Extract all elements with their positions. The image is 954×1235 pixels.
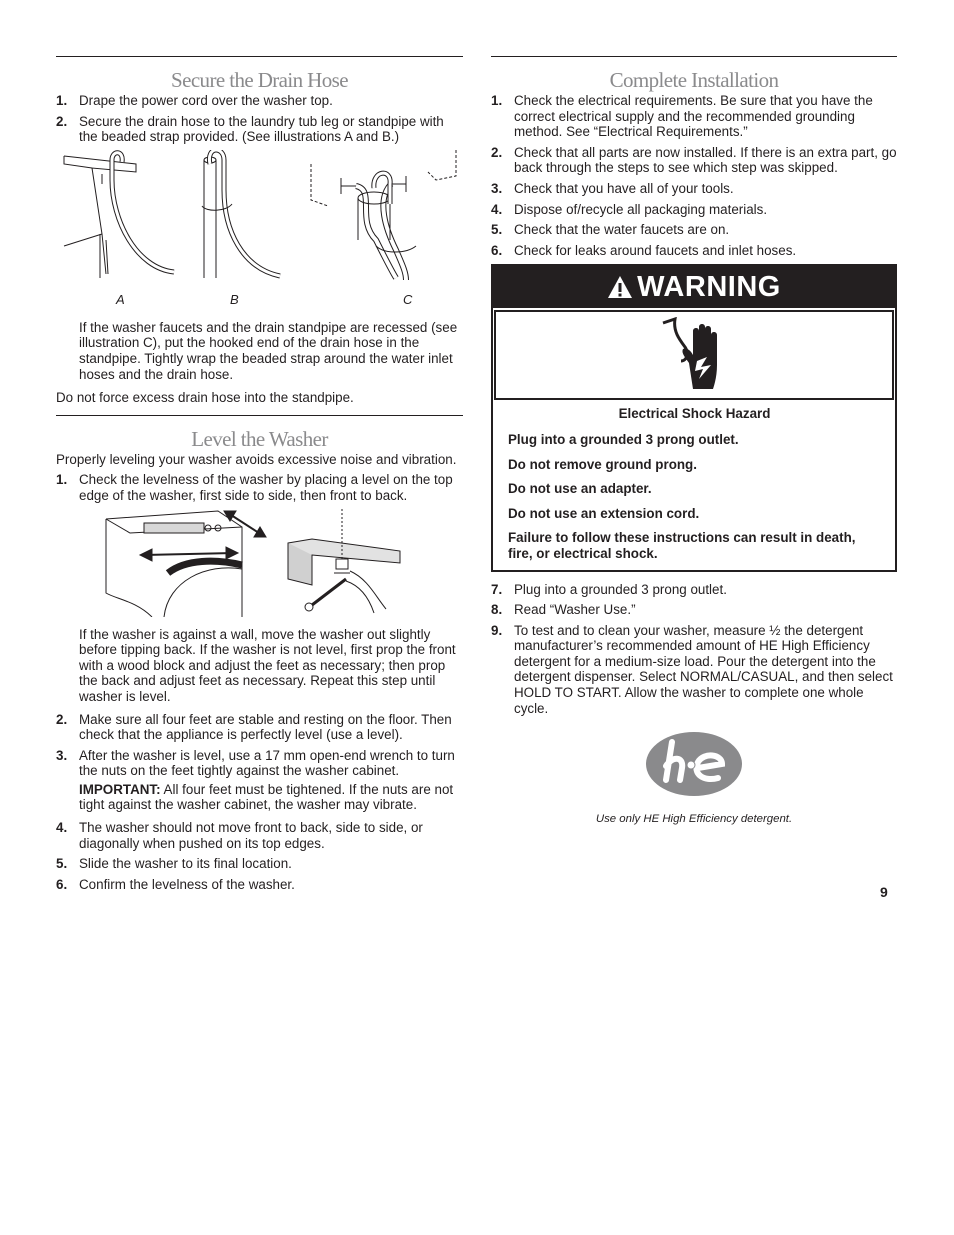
level-washer-drawing (56, 509, 463, 617)
page-number: 9 (880, 884, 888, 900)
step-number: 2. (491, 144, 503, 160)
step-number: 1. (56, 472, 68, 488)
step-number: 1. (56, 93, 68, 108)
step-number: 3. (56, 747, 68, 763)
list-item (56, 712, 463, 743)
list-item (491, 181, 897, 197)
list-item (56, 877, 463, 893)
level-steps-rest (56, 820, 463, 892)
he-logo (642, 728, 746, 800)
step-text: Check that all parts are now installed. If there is an extra part, go back through the steps to see which step was skipped. (514, 144, 897, 176)
step-text: Read “Washer Use.” (514, 602, 636, 618)
warning-line: Failure to follow these instructions can result in death, fire, or electrical shock. (508, 530, 856, 561)
list-item (56, 856, 463, 872)
figure-label-b: B (230, 291, 239, 307)
step-text: Check that the water faucets are on. (514, 222, 730, 238)
step-number: 1. (491, 93, 503, 108)
step-text: Drape the power cord over the washer top. (79, 93, 333, 108)
step-number: 8. (491, 602, 503, 618)
list-item (56, 820, 463, 851)
right-column (491, 56, 897, 827)
electric-shock-hand-icon (659, 317, 729, 393)
step-number: 6. (56, 876, 68, 892)
list-item (491, 582, 897, 598)
level-intro: Properly leveling your washer avoids excessive noise and vibration. (56, 451, 457, 467)
level-steps-middle (56, 712, 463, 779)
list-item (491, 623, 897, 717)
important-text: All four feet must be tightened. If the nuts are not tight against the washer cabinet, the washer may vibrate. (79, 781, 454, 813)
step-text: Slide the washer to its final location. (79, 856, 292, 872)
hazard-title: Electrical Shock Hazard (618, 406, 771, 422)
important-label: IMPORTANT: (79, 781, 161, 797)
step-number: 7. (491, 581, 503, 597)
step-text: Secure the drain hose to the laundry tub leg or standpipe with the beaded strap provided. (See illustrations A and B.) (79, 113, 444, 145)
section-rule (491, 56, 897, 57)
warning-body (493, 400, 895, 569)
warning-header (493, 266, 895, 308)
step-number: 2. (56, 113, 68, 129)
step-text: Check the levelness of the washer by placing a level on the top edge of the washer, first side to side, then front to back. (79, 472, 453, 503)
step-text: The washer should not move front to back, side to side, or diagonally when pushed on its top edges. (79, 820, 423, 851)
step-text: Plug into a grounded 3 prong outlet. (514, 581, 727, 597)
list-item (56, 472, 463, 503)
drain-note: Do not force excess drain hose into the standpipe. (56, 390, 354, 406)
complete-section-title: Complete Installation (609, 68, 779, 92)
warning-line: Do not use an adapter. (508, 481, 652, 497)
important-note (56, 782, 463, 813)
step-number: 3. (491, 180, 503, 196)
step-number: 9. (491, 622, 503, 638)
he-caption: Use only HE High Efficiency detergent. (595, 812, 793, 825)
warning-line: Do not use an extension cord. (508, 505, 700, 521)
step-text: Dispose of/recycle all packaging materials. (514, 201, 768, 217)
warning-box (491, 264, 897, 571)
warning-line: Plug into a grounded 3 prong outlet. (508, 431, 739, 447)
complete-steps (491, 93, 897, 258)
list-item (56, 93, 463, 109)
step-text: Check that you have all of your tools. (514, 180, 734, 196)
step-text: Make sure all four feet are stable and resting on the floor. Then check that the appliance is perfectly level (use a level). (79, 711, 452, 743)
he-logo-wrap (491, 728, 897, 804)
warning-line: Do not remove ground prong. (508, 456, 697, 472)
drain-hose-illustrations (56, 150, 463, 310)
level-washer-illustrations (56, 509, 463, 617)
list-item (491, 202, 897, 218)
section-rule (56, 56, 463, 57)
drain-section-title: Secure the Drain Hose (171, 68, 348, 92)
level-steps-first (56, 472, 463, 503)
step-number: 6. (491, 242, 503, 258)
step-number: 5. (56, 856, 68, 872)
left-column (56, 56, 463, 897)
drain-steps (56, 93, 463, 145)
step-number: 5. (491, 222, 503, 238)
step-text: Check for leaks around faucets and inlet hoses. (514, 242, 797, 258)
step-text: Confirm the levelness of the washer. (79, 876, 295, 892)
step-number: 4. (491, 201, 503, 217)
step-number: 2. (56, 711, 68, 727)
warning-title: WARNING (637, 270, 781, 303)
step-text: After the washer is level, use a 17 mm open-end wrench to turn the nuts on the feet tightly against the washer cabinet. (79, 747, 455, 779)
list-item (491, 602, 897, 618)
recessed-instructions: If the washer faucets and the drain standpipe are recessed (see illustration C), put the hooked end of the drain hose in the standpipe. Tightly wrap the beaded strap around the water inlet hoses and the drain hose. (79, 319, 458, 382)
list-item (491, 93, 897, 140)
step-text: Check the electrical requirements. Be sure that you have the correct electrical supply and the recommended grounding method. See “Electrical Requirements.” (514, 93, 873, 140)
shock-hazard-pictogram (494, 310, 894, 400)
drain-hose-drawing (56, 150, 463, 290)
list-item (491, 145, 897, 176)
step-text: To test and to clean your washer, measure ½ the detergent manufacturer’s recommended amount of HE High Efficiency detergent for a medium-size load. Pour the detergent into the detergent dispenser. Select NORMAL/CASUAL, and then select HOLD TO START. Allow the washer to complete one whole cycle. (514, 622, 893, 716)
list-item (491, 222, 897, 238)
list-item (56, 114, 463, 145)
figure-label-a: A (116, 291, 125, 307)
warning-triangle-icon (607, 275, 633, 299)
list-item (491, 243, 897, 259)
figure-label-c: C (403, 291, 413, 307)
section-rule (56, 415, 463, 416)
step-number: 4. (56, 820, 68, 836)
wall-instructions: If the washer is against a wall, move the washer out slightly before tipping back. If the washer is not level, first prop the front with a wood block and adjust the feet as necessary; then prop the back and adjust feet as necessary. Repeat this step until washer is level. (79, 626, 456, 704)
level-section-title: Level the Washer (191, 426, 328, 451)
list-item (56, 748, 463, 779)
final-steps (491, 582, 897, 717)
